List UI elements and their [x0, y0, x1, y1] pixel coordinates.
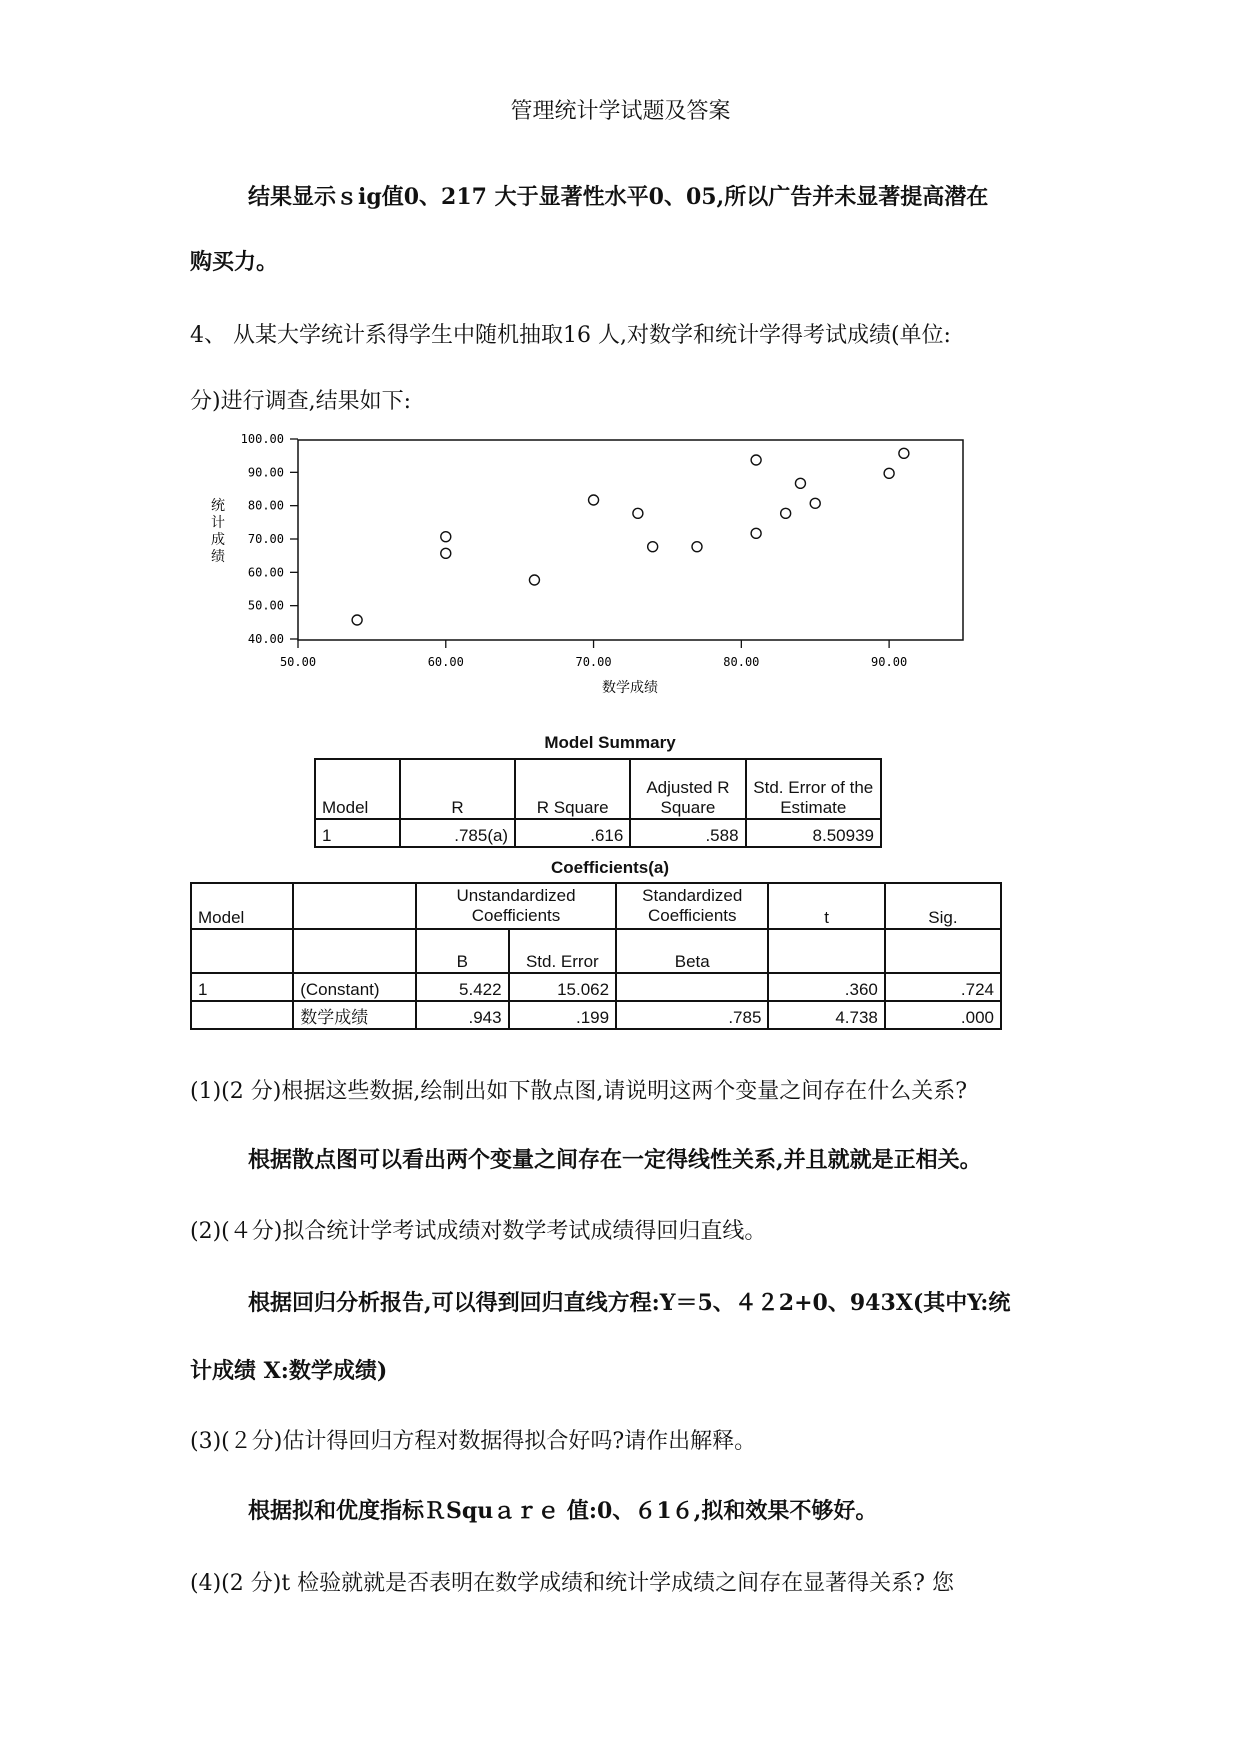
coef-header-std-error: Std. Error: [509, 929, 616, 973]
answer-1: 根据散点图可以看出两个变量之间存在一定得线性关系,并且就就是正相关。: [248, 1147, 982, 1173]
coef-header-unstandardized: Unstandardized Coefficients: [416, 883, 616, 929]
sub-question-2: (2)(４分)拟合统计学考试成绩对数学考试成绩得回归直线。: [190, 1219, 767, 1244]
coefficients-title: Coefficients(a): [550, 858, 670, 877]
answer-3-line-2: 购买力。: [190, 249, 279, 275]
y-tick-label: 70.00: [247, 532, 284, 546]
scatter-point: [441, 532, 451, 542]
coef-cell-name: 数学成绩: [293, 1001, 416, 1029]
coef-cell-model: [191, 1001, 293, 1029]
x-tick-label: 80.00: [723, 655, 760, 669]
y-axis-label-char: 计: [211, 515, 225, 531]
table-row: [191, 1001, 1001, 1029]
coef-cell-se: 15.062: [509, 973, 616, 1001]
scatter-point: [751, 528, 761, 538]
coefficients-table: [190, 882, 1002, 1030]
model-summary-table: [314, 758, 882, 848]
coef-header-standardized: Standardized Coefficients: [616, 883, 768, 929]
x-tick-label: 70.00: [575, 655, 612, 669]
y-tick-label: 60.00: [247, 565, 284, 580]
plot-frame: [298, 440, 963, 640]
scatter-point: [692, 542, 702, 552]
sub-question-1: (1)(2 分)根据这些数据,绘制出如下散点图,请说明这两个变量之间存在什么关系?: [190, 1079, 968, 1104]
sub-question-3: (3)(２分)估计得回归方程对数据得拟合好吗?请作出解释。: [190, 1429, 757, 1454]
scatter-point: [781, 508, 791, 518]
answer-3: 根据拟和优度指标ＲSquａｒｅ 值:0、６1６,拟和效果不够好。: [248, 1498, 878, 1524]
ms-header-std-error: Std. Error of the Estimate: [746, 759, 881, 819]
coef-cell-b: 5.422: [416, 973, 509, 1001]
scatter-point: [441, 548, 451, 558]
coef-cell-t: .360: [768, 973, 884, 1001]
scatter-plot: [200, 430, 980, 700]
scatter-point: [810, 498, 820, 508]
scatter-point: [648, 542, 658, 552]
coef-cell-beta: [616, 973, 768, 1001]
scatter-point: [884, 468, 894, 478]
ms-header-model: Model: [315, 759, 400, 819]
ms-cell-r: .785(a): [400, 819, 515, 847]
coef-cell-t: 4.738: [768, 1001, 884, 1029]
y-axis-label-char: 统: [211, 498, 225, 514]
ms-cell-rsquare: .616: [515, 819, 630, 847]
model-summary-title: Model Summary: [544, 733, 676, 752]
scatter-point: [589, 495, 599, 505]
answer-2-line-2: 计成绩 X:数学成绩): [190, 1358, 388, 1384]
sub-question-4: (4)(2 分)t 检验就就是否表明在数学成绩和统计学成绩之间存在显著得关系? 您: [190, 1571, 954, 1596]
coef-cell-se: .199: [509, 1001, 616, 1029]
coef-header-sig: Sig.: [885, 883, 1001, 929]
page-header: 管理统计学试题及答案: [510, 99, 731, 124]
ms-cell-std-error: 8.50939: [746, 819, 881, 847]
y-axis-label-char: 成: [211, 532, 225, 548]
scatter-point: [352, 615, 362, 625]
coef-header-b: B: [416, 929, 509, 973]
question-4-line-1: 4、 从某大学统计系得学生中随机抽取16 人,对数学和统计学得考试成绩(单位:: [190, 323, 951, 348]
scatter-point: [751, 455, 761, 465]
x-tick-label: 90.00: [871, 655, 908, 669]
coef-cell-beta: .785: [616, 1001, 768, 1029]
y-axis-label: [211, 498, 225, 565]
coef-cell-sig: .000: [885, 1001, 1001, 1029]
x-tick-label: 60.00: [427, 655, 464, 669]
table-row: [191, 973, 1001, 1001]
coef-cell-sig: .724: [885, 973, 1001, 1001]
scatter-point: [633, 508, 643, 518]
y-tick-label: 90.00: [247, 465, 284, 480]
ms-header-rsquare: R Square: [515, 759, 630, 819]
answer-2-line-1: 根据回归分析报告,可以得到回归直线方程:Y＝5、４２2+0、943X(其中Y:统: [248, 1290, 1011, 1316]
y-axis-label-char: 绩: [211, 549, 225, 565]
ms-cell-adj-rsquare: .588: [630, 819, 745, 847]
ms-cell-model: 1: [315, 819, 400, 847]
x-axis-label: 数学成绩: [602, 680, 658, 696]
ms-header-adj-rsquare: Adjusted R Square: [630, 759, 745, 819]
coef-cell-name: (Constant): [293, 973, 416, 1001]
coef-cell-b: .943: [416, 1001, 509, 1029]
scatter-point: [795, 478, 805, 488]
y-tick-label: 50.00: [247, 598, 284, 613]
scatter-point: [529, 575, 539, 585]
coef-header-t: t: [768, 883, 884, 929]
y-tick-label: 40.00: [247, 632, 284, 646]
coef-cell-model: 1: [191, 973, 293, 1001]
answer-3-line-1: 结果显示ｓig值0、217 大于显著性水平0、05,所以广告并未显著提高潜在: [248, 184, 989, 210]
question-4-line-2: 分)进行调查,结果如下:: [190, 389, 411, 414]
y-tick-label: 80.00: [247, 498, 284, 513]
y-tick-label: 100.00: [240, 432, 284, 446]
coef-header-beta: Beta: [616, 929, 768, 973]
x-tick-label: 50.00: [279, 655, 317, 669]
ms-header-r: R: [400, 759, 515, 819]
coef-header-model: Model: [191, 883, 293, 929]
scatter-point: [899, 448, 909, 458]
